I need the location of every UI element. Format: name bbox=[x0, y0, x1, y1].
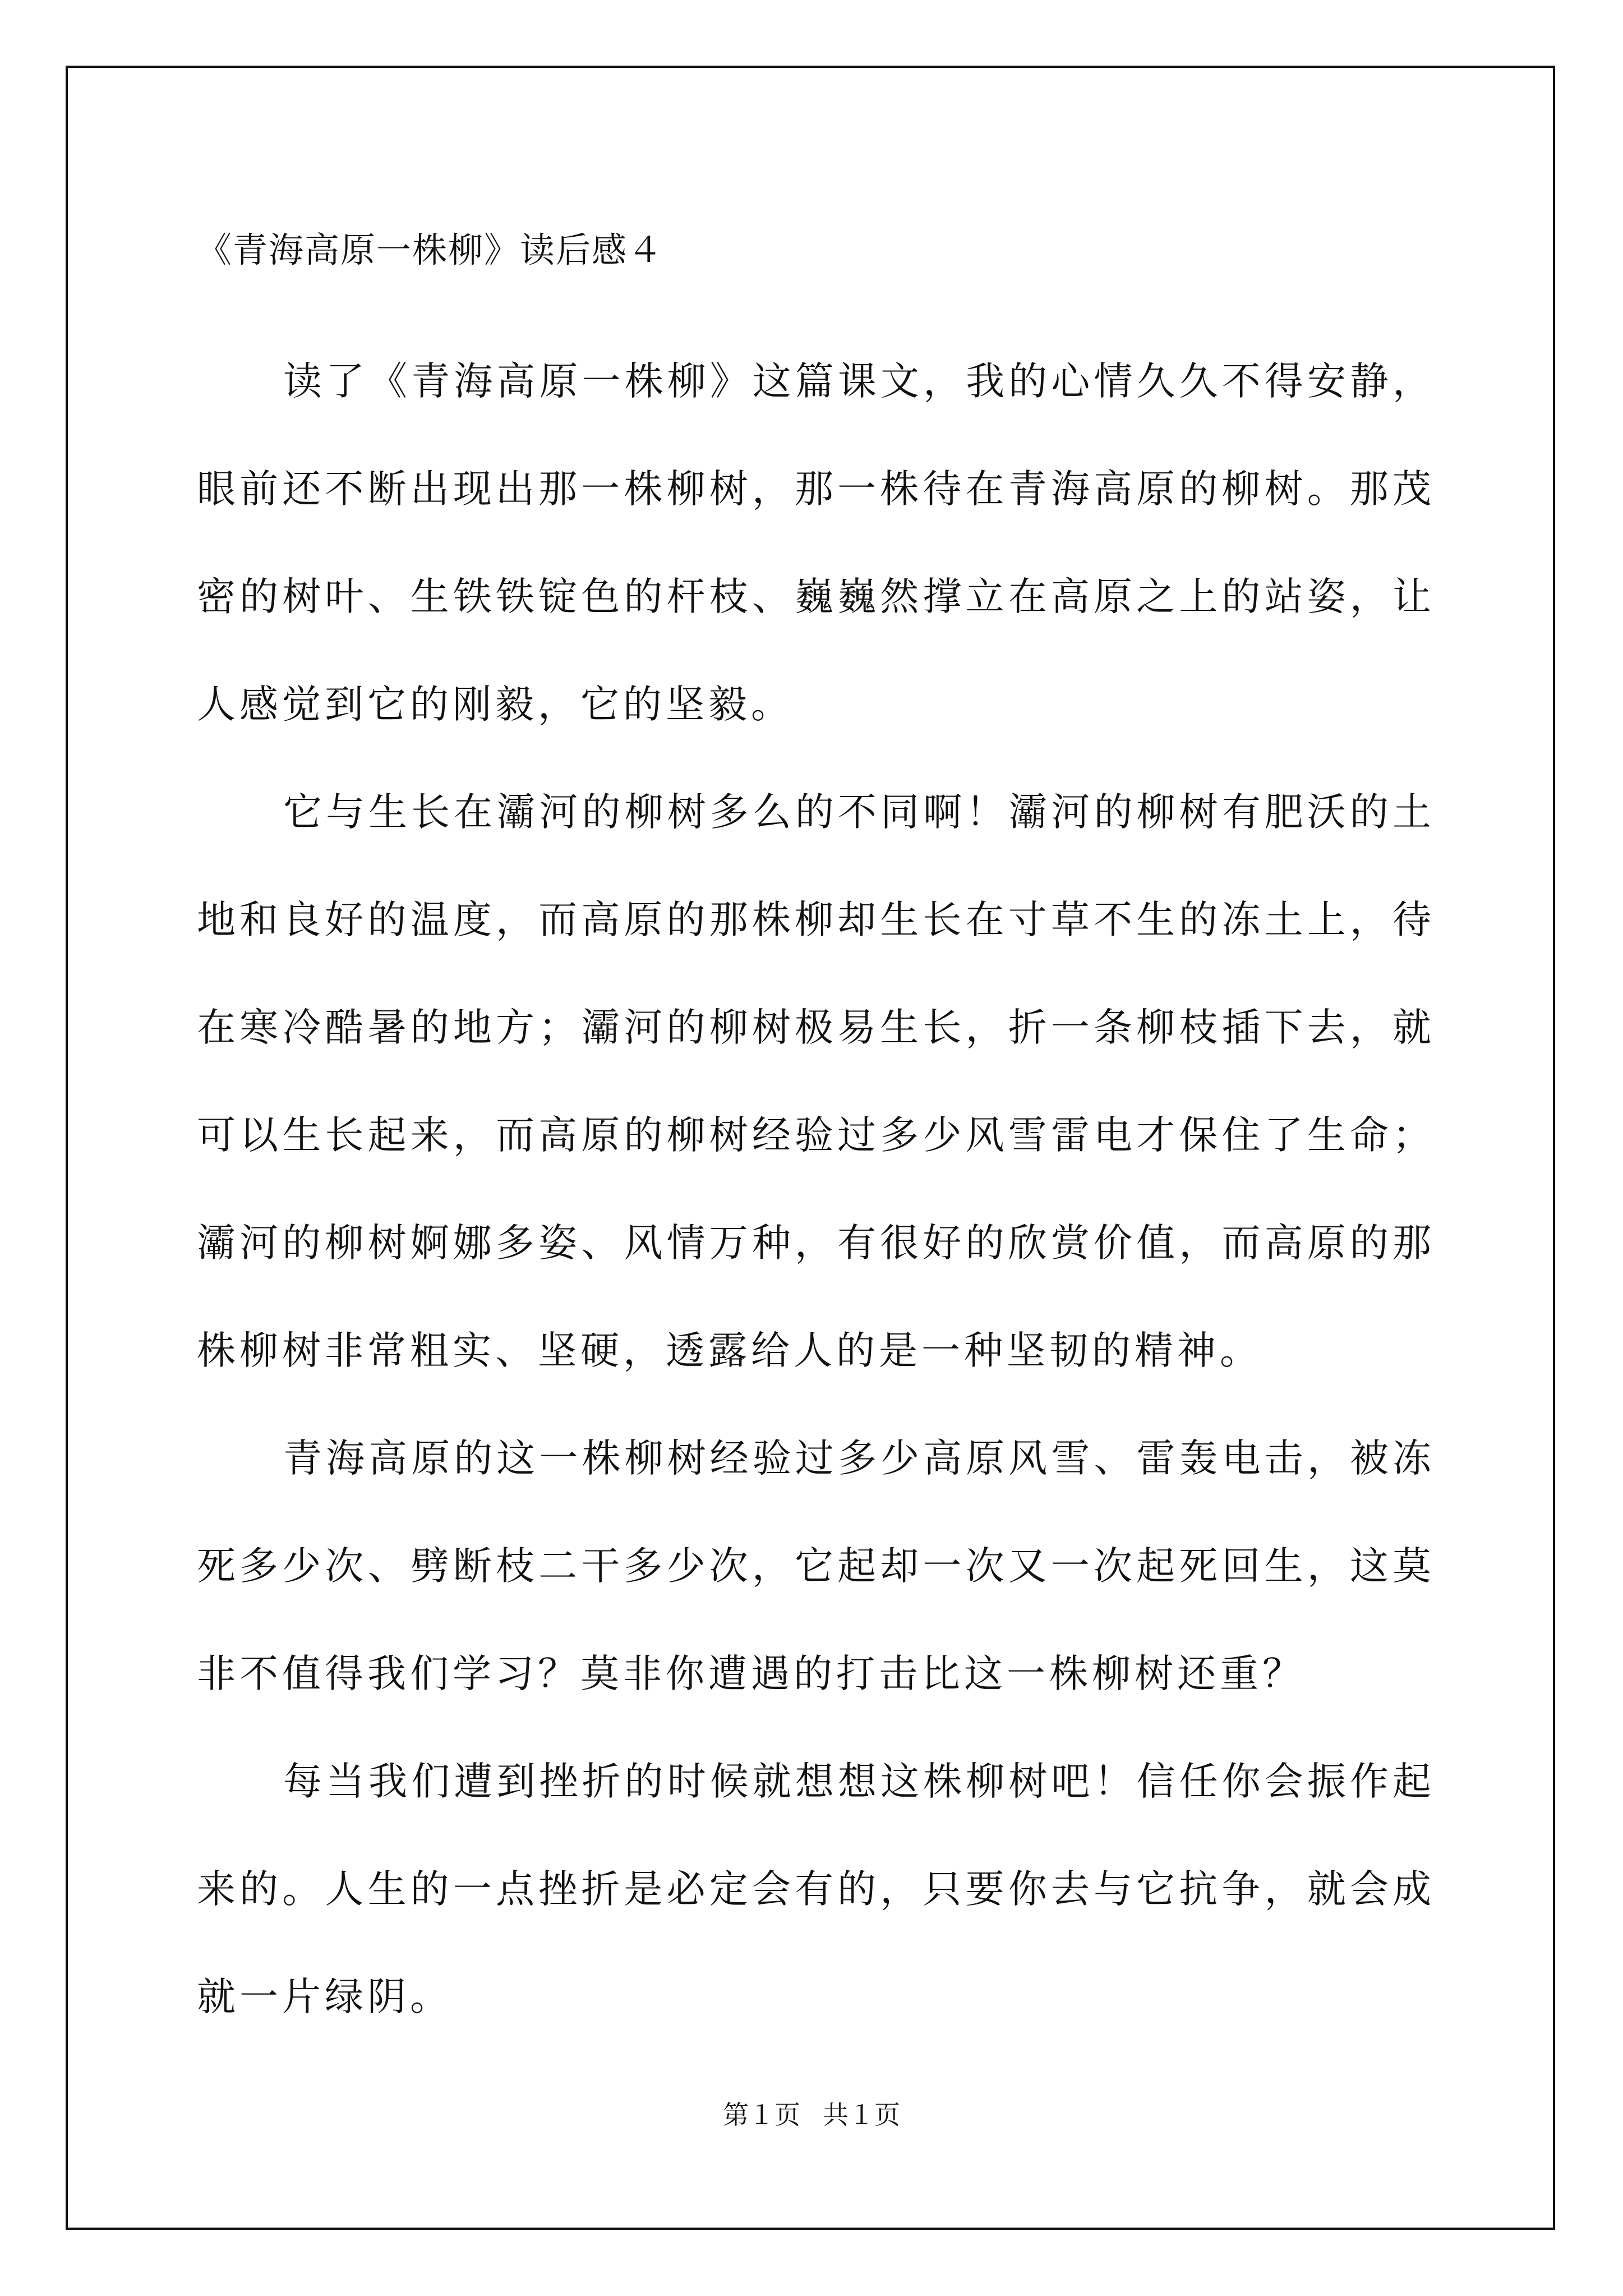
paragraph: 它与生长在灞河的柳树多么的不同啊！灞河的柳树有肥沃的土地和良好的温度，而高原的那株柳却生长在寸草不生的冻土上，待在寒冷酷暑的地方；灞河的柳树极易生长，折一条柳枝插下去，就可以生长起来，而高原的柳树经验过多少风雪雷电才保住了生命；灞河的柳树婀娜多姿、风情万种，有很好的欣赏价值，而高原的那株柳树非常粗实、坚硬，透露给人的是一种坚韧的精神。 bbox=[197, 790, 1435, 1373]
paragraph: 青海高原的这一株柳树经验过多少高原风雪、雷轰电击，被冻死多少次、劈断枝二干多少次，它起却一次又一次起死回生，这莫非不值得我们学习？莫非你遭遇的打击比这一株柳树还重？ bbox=[197, 1436, 1435, 1696]
page-footer bbox=[0, 2098, 1623, 2132]
paragraph: 每当我们遭到挫折的时候就想想这株柳树吧！信任你会振作起来的。人生的一点挫折是必定会有的，只要你去与它抗争，就会成就一片绿阴。 bbox=[197, 1759, 1435, 2019]
page-total: 共１页 bbox=[823, 2100, 900, 2130]
document-body bbox=[197, 328, 1435, 2051]
document-title: 《青海高原一株柳》读后感４ bbox=[197, 229, 664, 270]
page-number: 第１页 bbox=[723, 2100, 800, 2130]
paragraph: 读了《青海高原一株柳》这篇课文，我的心情久久不得安静，眼前还不断出现出那一株柳树，那一株待在青海高原的柳树。那茂密的树叶、生铁铁锭色的杆枝、巍巍然撑立在高原之上的站姿，让人感觉到它的刚毅，它的坚毅。 bbox=[197, 359, 1435, 727]
